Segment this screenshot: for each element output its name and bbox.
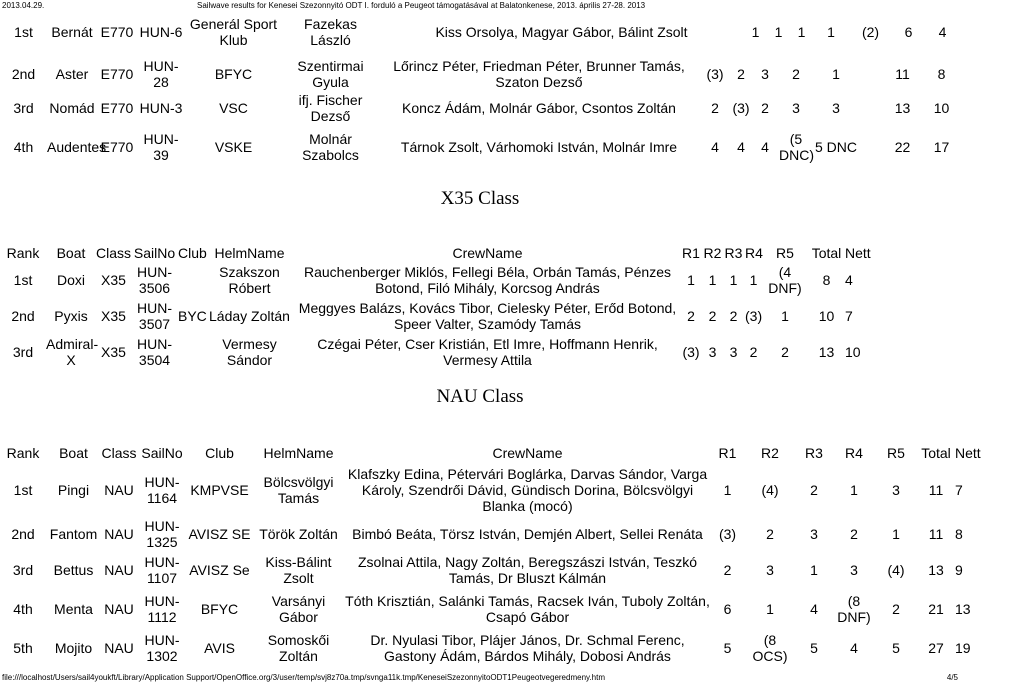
- r4-cell: (8 DNF): [837, 593, 871, 625]
- r1-cell: (3): [718, 526, 737, 542]
- r1-cell: 4: [711, 139, 719, 155]
- col-club-header: Club: [178, 245, 207, 261]
- r3-cell: 5: [810, 640, 818, 656]
- col-r3-header: R3: [724, 245, 743, 261]
- sailno-cell: HUN-1302: [144, 632, 180, 664]
- col-sailno-header: SailNo: [133, 245, 176, 261]
- sailno-cell: HUN-1164: [144, 474, 180, 506]
- r4-cell: 3: [792, 100, 800, 116]
- print-footer-path: file:///localhost/Users/sail4youkft/Library/Application Support/OpenOffice.org/3/user/temp/svj8z70a.tmp/svnga11k.tmp/KeneseiSzezonnyitoODT1Peugeotvegeredmeny.htm: [2, 673, 605, 682]
- col-r2-header: R2: [761, 445, 779, 461]
- table-header-row: [0, 244, 960, 262]
- r2-cell: (8 OCS): [752, 632, 788, 664]
- helm-cell: Bölcsvölgyi Tamás: [263, 474, 334, 506]
- table-row: [0, 8, 960, 55]
- r1-cell: (3): [682, 344, 700, 360]
- total-cell: 21: [928, 601, 944, 617]
- nett-cell: 19: [955, 640, 971, 656]
- col-total-header: Total: [811, 245, 842, 261]
- r4-cell: 1: [749, 272, 758, 288]
- col-crew-header: CrewName: [452, 245, 523, 261]
- class-cell: NAU: [104, 526, 134, 542]
- r2-cell: 1: [708, 272, 717, 288]
- nett-cell: 17: [933, 139, 950, 155]
- class-cell: E770: [100, 23, 134, 40]
- r2-cell: 3: [766, 562, 774, 578]
- r4-cell: 2: [749, 344, 758, 360]
- total-cell: 13: [928, 562, 944, 578]
- table-row: [0, 56, 960, 92]
- r3-cell: 3: [761, 66, 769, 82]
- class-cell: E770: [100, 100, 134, 116]
- col-rank-header: Rank: [6, 445, 40, 461]
- class-cell: X35: [101, 344, 126, 360]
- helm-cell: Kiss-Bálint Zsolt: [265, 554, 332, 586]
- r1-cell: (3): [706, 66, 724, 82]
- r5-cell: 5: [892, 640, 900, 656]
- club-cell: KMPVSE: [190, 482, 249, 498]
- r4-cell: (3): [745, 308, 763, 324]
- r5-cell: 3: [832, 100, 840, 116]
- results-table-nau: [0, 442, 1020, 666]
- r4-cell: 2: [792, 66, 800, 82]
- boat-cell: Bettus: [53, 562, 94, 578]
- col-helm-header: HelmName: [214, 245, 285, 261]
- r4-cell: 3: [850, 562, 858, 578]
- total-cell: 27: [928, 640, 944, 656]
- helm-cell: Molnár Szabolcs: [302, 131, 359, 163]
- print-date: 2013.04.29.: [2, 1, 45, 10]
- nett-cell: 9: [955, 562, 963, 578]
- r3-cell: 4: [761, 139, 769, 155]
- club-cell: BFYC: [214, 66, 253, 82]
- r2-cell: 2: [737, 66, 745, 82]
- crew-cell: Meggyes Balázs, Kovács Tibor, Cielesky Péter, Erőd Botond, Speer Valter, Szamódy Tamás: [298, 300, 677, 332]
- nett-cell: 7: [955, 482, 963, 498]
- col-r2-header: R2: [703, 245, 722, 261]
- sailno-cell: HUN-28: [143, 58, 179, 90]
- r5-cell: (2): [861, 23, 880, 40]
- rank-cell: 1st: [13, 482, 33, 498]
- table-row: [0, 516, 1020, 552]
- rank-cell: 2nd: [11, 66, 36, 82]
- r5-cell: 2: [781, 344, 789, 360]
- r2-cell: 3: [708, 344, 717, 360]
- r4-cell: (5 DNC): [779, 131, 814, 163]
- col-total-header: Total: [921, 445, 951, 461]
- boat-cell: Fantom: [49, 526, 98, 542]
- boat-cell: Nomád: [49, 100, 95, 116]
- col-r5-header: R5: [776, 245, 794, 261]
- results-table-x35: [0, 244, 960, 370]
- sailno-cell: HUN-1107: [144, 554, 180, 586]
- class-cell: X35: [101, 272, 126, 288]
- col-boat-header: Boat: [59, 445, 88, 461]
- club-cell: AVISZ SE: [188, 526, 251, 542]
- r4-cell: 1: [827, 23, 835, 40]
- r4-cell: 4: [850, 640, 858, 656]
- total-cell: 11: [928, 482, 944, 498]
- col-crew-header: CrewName: [492, 445, 563, 461]
- col-boat-header: Boat: [56, 245, 86, 261]
- col-r5-header: R5: [887, 445, 905, 461]
- crew-cell: Klafszky Edina, Pétervári Boglárka, Darvas Sándor, Varga Károly, Szendrői Dávid, Gündisch Dorina, Bölcsvölgyi Blanka (mocó): [347, 466, 708, 514]
- r4-cell: 2: [850, 526, 858, 542]
- table-row: [0, 552, 1020, 588]
- boat-cell: Doxi: [56, 272, 85, 288]
- nett-cell: 10: [933, 100, 950, 116]
- class-cell: NAU: [104, 562, 134, 578]
- r2-cell: 1: [774, 23, 783, 40]
- sailno-cell: HUN-3506: [137, 264, 172, 296]
- rank-cell: 5th: [13, 640, 33, 656]
- helm-cell: ifj. Fischer Dezső: [298, 92, 363, 124]
- r1-cell: 2: [711, 100, 719, 116]
- print-title: Sailwave results for Kenesei Szezonnyitó ODT I. forduló a Peugeot támogatásával at Balatonkenese, 2013. április 27-28. 2013: [197, 1, 646, 10]
- nau-class-heading: NAU Class: [436, 386, 524, 407]
- col-r1-header: R1: [718, 445, 737, 461]
- crew-cell: Czégai Péter, Cser Kristián, Etl Imre, Hoffmann Henrik, Vermesy Attila: [317, 336, 658, 368]
- rank-cell: 2nd: [11, 526, 35, 542]
- helm-cell: Láday Zoltán: [209, 308, 290, 324]
- class-cell: NAU: [104, 640, 134, 656]
- table-row: [0, 588, 1020, 630]
- r3-cell: 3: [810, 526, 818, 542]
- crew-cell: Kiss Orsolya, Magyar Gábor, Bálint Zsolt: [435, 23, 688, 40]
- r1-cell: 1: [723, 482, 732, 498]
- col-nett-header: Nett: [845, 245, 871, 261]
- r2-cell: 2: [766, 526, 774, 542]
- boat-cell: Pingi: [57, 482, 90, 498]
- nett-cell: 7: [845, 308, 853, 324]
- r1-cell: 2: [687, 308, 695, 324]
- r5-cell: 2: [892, 601, 900, 617]
- x35-class-heading: X35 Class: [440, 188, 520, 209]
- col-r4-header: R4: [745, 245, 763, 261]
- col-sailno-header: SailNo: [141, 445, 183, 461]
- sailno-cell: HUN-39: [143, 131, 179, 163]
- col-r3-header: R3: [805, 445, 823, 461]
- club-cell: BFYC: [200, 601, 239, 617]
- table-row: [0, 464, 1020, 516]
- boat-cell: Admiral-X: [46, 336, 99, 368]
- crew-cell: Koncz Ádám, Molnár Gábor, Csontos Zoltán: [402, 100, 676, 116]
- class-cell: NAU: [104, 482, 134, 498]
- col-helm-header: HelmName: [263, 445, 334, 461]
- boat-cell: Aster: [55, 66, 89, 82]
- crew-cell: Lőrincz Péter, Friedman Péter, Brunner Tamás, Szaton Dezső: [393, 58, 685, 90]
- nett-cell: 10: [845, 344, 861, 360]
- table-row: [0, 262, 960, 298]
- r1-cell: 1: [751, 23, 760, 40]
- r3-cell: 1: [810, 562, 818, 578]
- boat-cell: Bernát: [51, 23, 93, 40]
- nett-cell: 8: [937, 66, 946, 82]
- table-row: [0, 334, 960, 370]
- rank-cell: 4th: [13, 139, 34, 155]
- r4-cell: 1: [850, 482, 858, 498]
- r5-cell: 1: [781, 308, 789, 324]
- helm-cell: Varsányi Gábor: [271, 593, 326, 625]
- rank-cell: 1st: [13, 272, 33, 288]
- crew-cell: Rauchenberger Miklós, Fellegi Béla, Orbán Tamás, Pénzes Botond, Filó Mihály, Korcsog András: [303, 264, 672, 296]
- helm-cell: Szentirmai Gyula: [297, 58, 364, 90]
- r1-cell: 5: [723, 640, 732, 656]
- r5-cell: 1: [832, 66, 840, 82]
- class-cell: E770: [100, 66, 134, 82]
- club-cell: Generál Sport Klub: [189, 15, 278, 48]
- rank-cell: 2nd: [11, 308, 35, 324]
- boat-cell: Pyxis: [54, 308, 88, 324]
- r5-cell: (4): [887, 562, 905, 578]
- col-nett-header: Nett: [955, 445, 981, 461]
- r5-cell: 3: [892, 482, 900, 498]
- r1-cell: 1: [687, 272, 695, 288]
- crew-cell: Bimbó Beáta, Törsz István, Demjén Albert, Sellei Renáta: [352, 526, 703, 542]
- table-row: [0, 92, 960, 124]
- crew-cell: Zsolnai Attila, Nagy Zoltán, Beregszászi István, Teszkó Tamás, Dr Bluszt Kálmán: [357, 554, 697, 586]
- class-cell: NAU: [104, 601, 134, 617]
- r2-cell: (4): [761, 482, 779, 498]
- table-row: [0, 124, 960, 170]
- crew-cell: Dr. Nyulasi Tibor, Plájer János, Dr. Schmal Ferenc, Gastony Ádám, Bárdos Mihály, Dobosi András: [370, 632, 685, 664]
- crew-cell: Tárnok Zsolt, Várhomoki István, Molnár Imre: [400, 139, 678, 155]
- col-r4-header: R4: [845, 445, 863, 461]
- r5-cell: (4 DNF): [768, 264, 802, 296]
- table-row: [0, 298, 960, 334]
- r3-cell: 2: [729, 308, 738, 324]
- club-cell: AVIS: [204, 640, 235, 656]
- rank-cell: 4th: [13, 601, 33, 617]
- results-table-e770-top: [0, 8, 960, 55]
- sailno-cell: HUN-3: [139, 100, 183, 116]
- helm-cell: Somoskői Zoltán: [267, 632, 330, 664]
- boat-cell: Menta: [54, 601, 93, 617]
- col-class-header: Class: [96, 245, 132, 261]
- sailno-cell: HUN-1325: [144, 518, 180, 550]
- total-cell: 8: [822, 272, 831, 288]
- helm-cell: Fazekas László: [304, 15, 357, 48]
- r2-cell: 2: [708, 308, 717, 324]
- helm-cell: Török Zoltán: [259, 526, 338, 542]
- total-cell: 6: [904, 23, 913, 40]
- r5-cell: 1: [892, 526, 900, 542]
- rank-cell: 1st: [14, 23, 33, 40]
- rank-cell: 3rd: [12, 562, 34, 578]
- total-cell: 13: [894, 100, 911, 116]
- class-cell: E770: [100, 139, 134, 155]
- r3-cell: 4: [810, 601, 818, 617]
- helm-cell: Vermesy Sándor: [222, 336, 277, 368]
- r2-cell: 1: [766, 601, 774, 617]
- nett-cell: 4: [938, 23, 947, 40]
- sailno-cell: HUN-3507: [137, 300, 172, 332]
- club-cell: AVISZ Se: [189, 562, 250, 578]
- club-cell: [178, 334, 203, 370]
- sailno-cell: HUN-3504: [137, 336, 172, 368]
- total-cell: 13: [818, 344, 835, 360]
- class-cell: X35: [101, 308, 126, 324]
- r3-cell: 3: [729, 344, 738, 360]
- r5-cell: 5 DNC: [814, 139, 857, 155]
- boat-cell: Mojito: [54, 640, 93, 656]
- helm-cell: Szakszon Róbert: [219, 264, 280, 296]
- sailno-cell: HUN-1112: [144, 593, 180, 625]
- nett-cell: 8: [955, 526, 963, 542]
- r1-cell: 6: [723, 601, 732, 617]
- sailno-cell: HUN-6: [139, 23, 183, 40]
- r3-cell: 1: [729, 272, 738, 288]
- boat-cell: Audentes: [47, 139, 107, 155]
- col-class-header: Class: [101, 445, 137, 461]
- results-table-e770: [0, 56, 960, 170]
- nett-cell: 4: [845, 272, 853, 288]
- r3-cell: 1: [797, 23, 806, 40]
- crew-cell: Tóth Krisztián, Salánki Tamás, Racsek Iván, Tuboly Zoltán, Csapó Gábor: [345, 593, 710, 625]
- club-cell: [178, 262, 203, 298]
- rank-cell: 3rd: [12, 344, 34, 360]
- r3-cell: 2: [761, 100, 769, 116]
- nett-cell: 13: [955, 601, 971, 617]
- rank-cell: 3rd: [13, 100, 34, 116]
- r2-cell: 4: [737, 139, 745, 155]
- total-cell: 11: [895, 66, 910, 82]
- club-cell: VSKE: [214, 139, 253, 155]
- col-r1-header: R1: [682, 245, 700, 261]
- total-cell: 10: [818, 308, 835, 324]
- r2-cell: (3): [732, 100, 750, 116]
- table-row: [0, 630, 1020, 666]
- club-cell: VSC: [219, 100, 248, 116]
- total-cell: 22: [894, 139, 911, 155]
- col-club-header: Club: [205, 445, 234, 461]
- col-rank-header: Rank: [6, 245, 40, 261]
- table-header-row: [0, 442, 1020, 464]
- total-cell: 11: [928, 526, 944, 542]
- club-cell: BYC: [178, 308, 207, 324]
- page-number: 4/5: [946, 673, 958, 682]
- r1-cell: 2: [723, 562, 732, 578]
- r3-cell: 2: [810, 482, 818, 498]
